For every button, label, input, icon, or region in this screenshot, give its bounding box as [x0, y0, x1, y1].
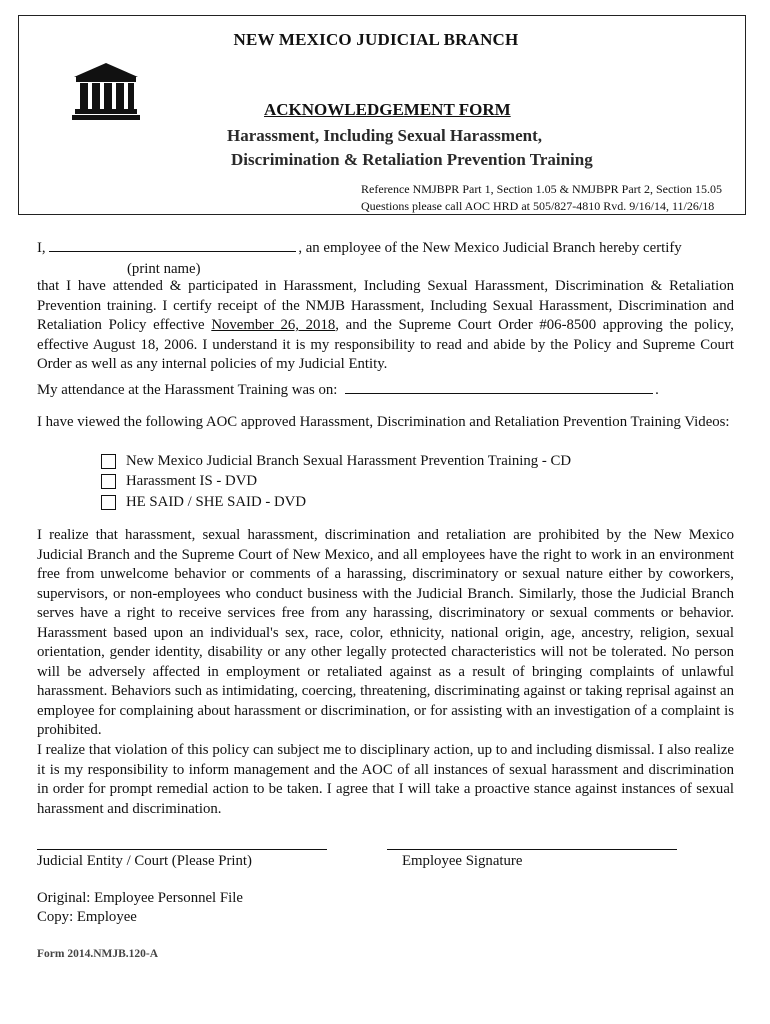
employee-signature-label: Employee Signature [402, 853, 523, 869]
subtitle-line-2: Discrimination & Retaliation Prevention Training [231, 150, 593, 169]
form-title: ACKNOWLEDGEMENT FORM [264, 100, 511, 119]
video-item: New Mexico Judicial Branch Sexual Harassment Prevention Training - CD [101, 453, 571, 470]
video-item: Harassment IS - DVD [101, 473, 257, 490]
form-number: Form 2014.NMJB.120-A [37, 948, 159, 960]
entity-label: Judicial Entity / Court (Please Print) [37, 853, 252, 869]
video-item: HE SAID / SHE SAID - DVD [101, 494, 306, 511]
attendance-date-field[interactable] [345, 381, 653, 394]
entity-signature-line[interactable] [37, 849, 327, 850]
employee-signature-line[interactable] [387, 849, 677, 850]
policy-date: November 26, 2018 [211, 317, 336, 333]
certify-paragraph: that I have attended & participated in Harassment, Including Sexual Harassment, Discrimination & Retaliation Prevention training. I certify receipt of the NMJB Harassment, Including Sexual Harassment, Discrimination and Retaliation Policy effective November 26, 2018, and the Supreme Court Order #06-8500 approving the policy, effective August 18, 2006. I understand it is my responsibility to read and abide by the Policy and Supreme Court Order as well as any internal policies of my Judicial Entity. [37, 278, 734, 372]
video-checkbox-3[interactable] [101, 495, 116, 510]
subtitle-line-1: Harassment, Including Sexual Harassment, [227, 126, 542, 145]
courthouse-icon [71, 61, 141, 126]
violation-paragraph: I realize that violation of this policy can subject me to disciplinary action, up to and including dismissal. I also realize it is my responsibility to inform management and the AOC of all instances of sexual harassment and discrimination in order for prompt remedial action to be taken. I agree that I will take a proactive stance against instances of sexual harassment and discrimination. [37, 742, 734, 817]
realize-paragraph: I realize that harassment, sexual harassment, discrimination and retaliation are prohibited by the New Mexico Judicial Branch and the Supreme Court of New Mexico, and all employees have the right to work in an environment free from unwelcome behavior or comments of a harassing, discriminatory or sexual nature either by coworkers, supervisors, or non-employees who conduct business with the Judicial Branch. Similarly, those the Judicial Branch serves have a right to receive services free from any harassing, discriminatory or sexual comments or behavior. Harassment based upon an individual's sex, race, color, ethnicity, national origin, age, ancestry, religion, sexual orientation, gender identity, disability or any other legally protected characteristics will not be tolerated. No person will be adversely affected in employment or retaliated against as a result of bringing complaints of unlawful harassment. Behaviors such as intimidating, coercing, threatening, discriminating against or taking reprisal against an employee for complaining about harassment or discrimination, or for assisting with an investigation of a complaint is prohibited. [37, 527, 734, 738]
organization-title: NEW MEXICO JUDICIAL BRANCH [233, 30, 519, 49]
print-name-field[interactable] [49, 239, 296, 252]
attendance-line: My attendance at the Harassment Training was on: . [37, 382, 659, 398]
header-box [18, 15, 746, 215]
reference-line-1: Reference NMJBPR Part 1, Section 1.05 & NMJBPR Part 2, Section 15.05 [361, 182, 722, 196]
reference-line-2: Questions please call AOC HRD at 505/827-4810 Rvd. 9/16/14, 11/26/18 [361, 199, 715, 213]
video-checkbox-2[interactable] [101, 474, 116, 489]
original-copy-note: Original: Employee Personnel File [37, 890, 243, 906]
certify-name-line: I, , an employee of the New Mexico Judicial Branch hereby certify [37, 240, 682, 256]
video-checkbox-1[interactable] [101, 454, 116, 469]
videos-intro: I have viewed the following AOC approved Harassment, Discrimination and Retaliation Prevention Training Videos: [37, 414, 730, 430]
print-name-label: (print name) [127, 261, 201, 277]
copy-note: Copy: Employee [37, 909, 137, 925]
